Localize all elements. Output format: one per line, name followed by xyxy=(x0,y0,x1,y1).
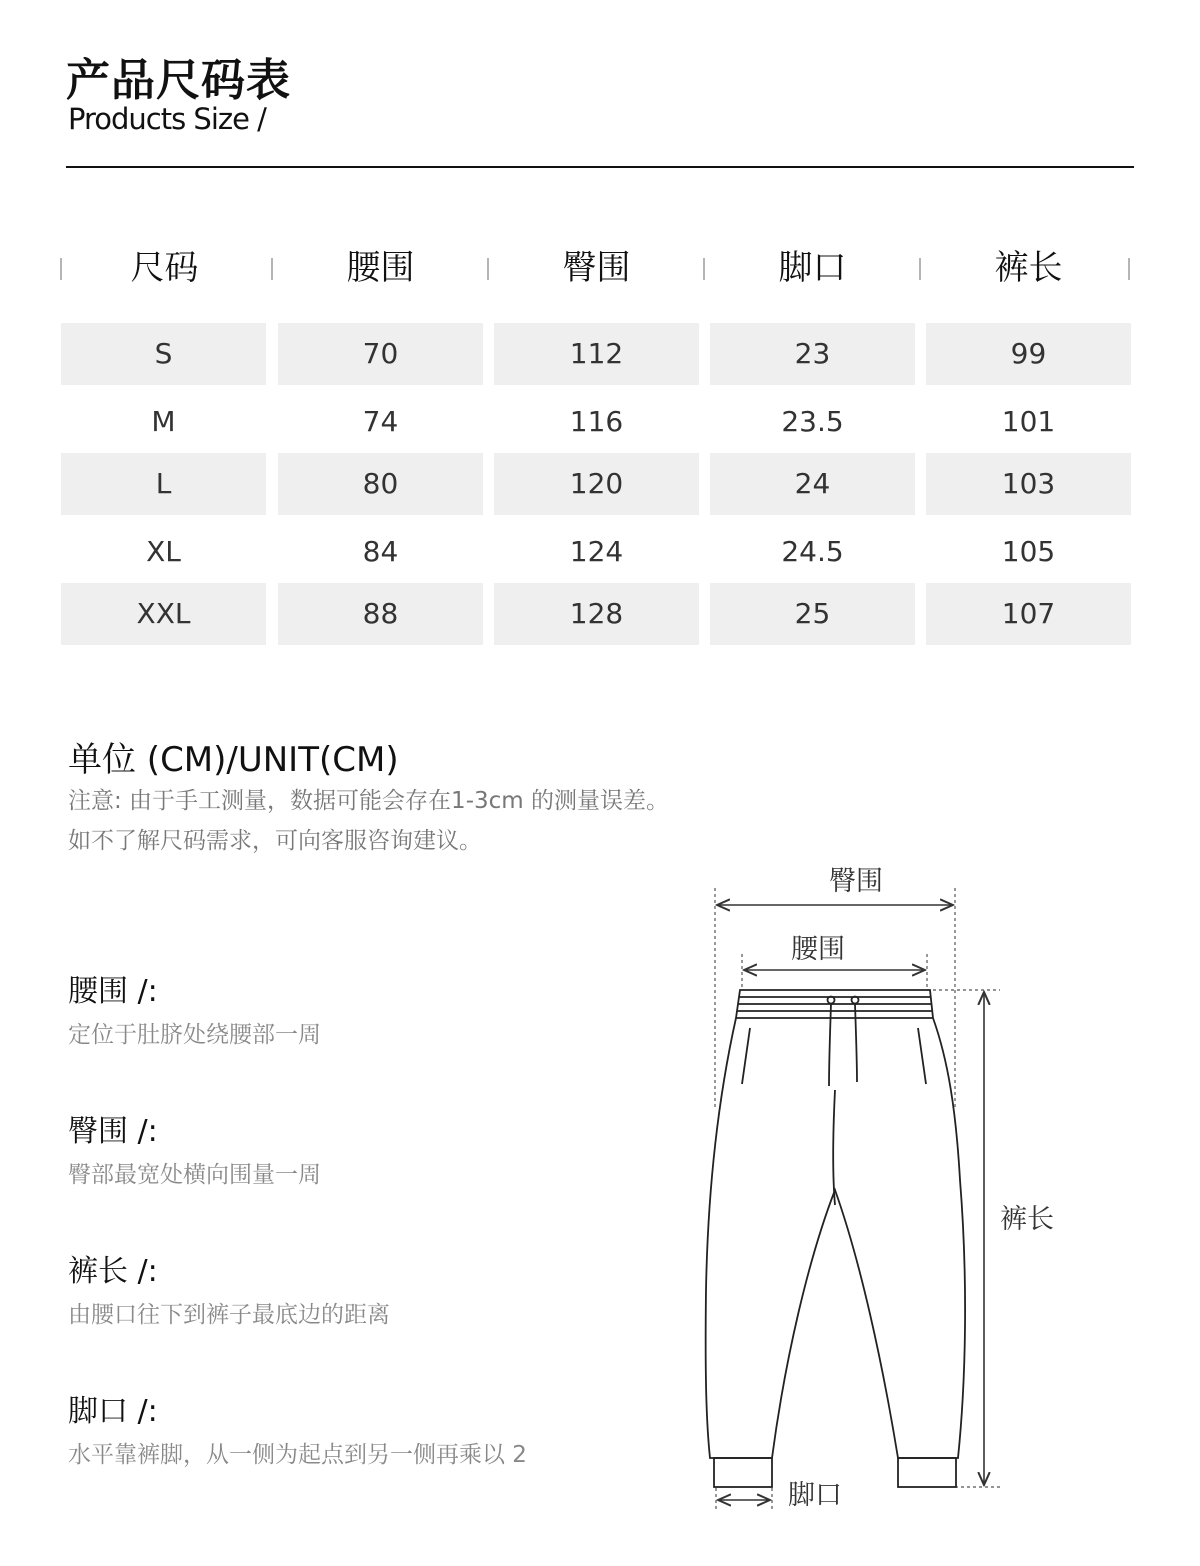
service-note: 如不了解尺码需求，可向客服咨询建议。 xyxy=(68,828,482,854)
cell-hem: 23.5 xyxy=(781,405,844,438)
cell-waist: 84 xyxy=(362,535,399,568)
cell-size: M xyxy=(151,405,176,438)
waist-title: 腰围 /: xyxy=(68,974,158,1009)
diagram-hem-label: 脚口 xyxy=(788,1480,842,1511)
title-divider xyxy=(66,166,1134,168)
header-separator xyxy=(487,258,489,280)
hip-title: 臀围 /: xyxy=(68,1114,158,1149)
column-header-length: 裤长 xyxy=(994,248,1063,288)
diagram-hip-label: 臀围 xyxy=(829,866,883,897)
cell-hem: 24 xyxy=(710,453,915,515)
pants-outline xyxy=(706,990,965,1487)
diagram-waist-label: 腰围 xyxy=(791,934,845,965)
cell-size: S xyxy=(61,323,266,385)
cell-hem: 23 xyxy=(710,323,915,385)
cell-waist: 70 xyxy=(278,323,483,385)
column-header-size: 尺码 xyxy=(130,248,199,288)
pants-measurement-diagram xyxy=(690,860,1090,1540)
page-title: 产品尺码表 xyxy=(66,55,291,106)
cell-hip: 112 xyxy=(494,323,699,385)
cell-length: 99 xyxy=(926,323,1131,385)
cell-size: L xyxy=(61,453,266,515)
diagram-length-label: 裤长 xyxy=(1000,1204,1054,1235)
column-header-hip: 臀围 xyxy=(562,248,631,288)
cell-waist: 88 xyxy=(278,583,483,645)
cell-size: XL xyxy=(146,535,181,568)
column-header-hem: 脚口 xyxy=(778,248,847,288)
length-description: 由腰口往下到裤子最底边的距离 xyxy=(68,1302,390,1328)
unit-label: 单位 (CM)/UNIT(CM) xyxy=(68,740,399,780)
cell-hip: 124 xyxy=(569,535,624,568)
cell-hip: 120 xyxy=(494,453,699,515)
length-title: 裤长 /: xyxy=(68,1254,158,1289)
cell-waist: 80 xyxy=(278,453,483,515)
header-separator xyxy=(703,258,705,280)
hem-description: 水平靠裤脚，从一侧为起点到另一侧再乘以 2 xyxy=(68,1442,527,1468)
cell-length: 101 xyxy=(1001,405,1056,438)
measurement-note: 注意: 由于手工测量，数据可能会存在1-3cm 的测量误差。 xyxy=(68,788,669,814)
header-separator xyxy=(271,258,273,280)
cell-hip: 116 xyxy=(569,405,624,438)
cell-size: XXL xyxy=(61,583,266,645)
waist-description: 定位于肚脐处绕腰部一周 xyxy=(68,1022,321,1048)
header-separator xyxy=(919,258,921,280)
size-table-header xyxy=(60,240,1132,296)
cell-length: 103 xyxy=(926,453,1131,515)
hem-title: 脚口 /: xyxy=(68,1394,158,1429)
cell-waist: 74 xyxy=(362,405,399,438)
hip-description: 臀部最宽处横向围量一周 xyxy=(68,1162,321,1188)
cell-hip: 128 xyxy=(494,583,699,645)
page-subtitle: Products Size / xyxy=(68,102,266,136)
cell-hem: 25 xyxy=(710,583,915,645)
cell-length: 107 xyxy=(926,583,1131,645)
cell-length: 105 xyxy=(1001,535,1056,568)
cell-hem: 24.5 xyxy=(781,535,844,568)
column-header-waist: 腰围 xyxy=(346,248,415,288)
